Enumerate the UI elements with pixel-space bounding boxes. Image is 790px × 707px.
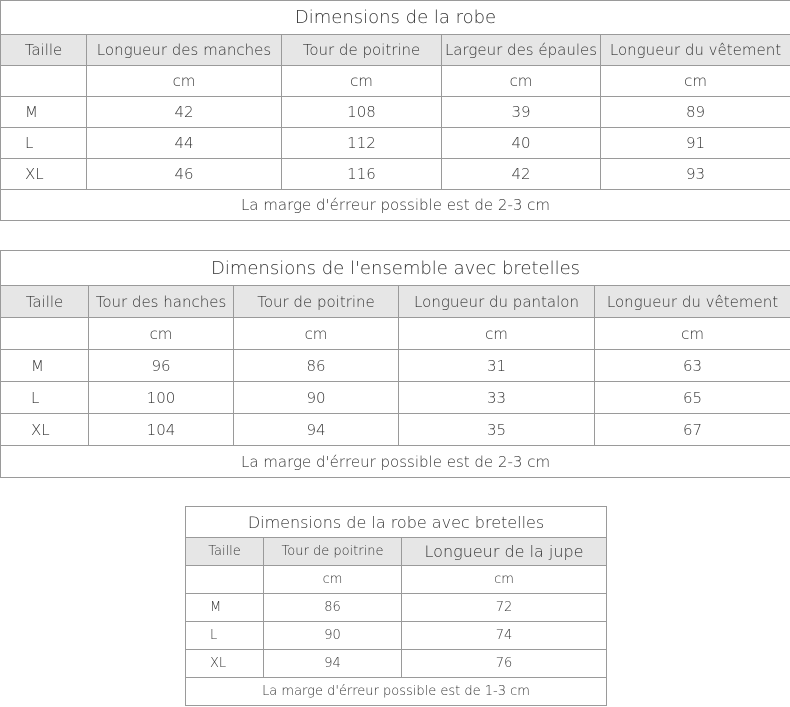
column-header: Longueur du pantalon bbox=[399, 286, 595, 318]
error-margin-note: La marge d'érreur possible est de 2-3 cm bbox=[1, 190, 790, 221]
unit-cell bbox=[1, 66, 87, 97]
size-cell: XL bbox=[186, 650, 264, 678]
table-row bbox=[1, 97, 790, 128]
unit-cell: cm bbox=[399, 318, 595, 350]
strap-set-size-table bbox=[0, 250, 790, 478]
value-cell: 91 bbox=[601, 128, 790, 159]
value-cell: 46 bbox=[87, 159, 282, 190]
value-cell: 100 bbox=[89, 382, 234, 414]
value-cell: 33 bbox=[399, 382, 595, 414]
value-cell: 116 bbox=[282, 159, 442, 190]
table-title: Dimensions de l'ensemble avec bretelles bbox=[1, 251, 790, 286]
strap-dress-size-table bbox=[185, 506, 607, 706]
table-row bbox=[186, 594, 607, 622]
error-margin-note: La marge d'érreur possible est de 2-3 cm bbox=[1, 446, 790, 478]
table-row bbox=[1, 128, 790, 159]
table-row bbox=[1, 382, 790, 414]
value-cell: 39 bbox=[442, 97, 601, 128]
table-title: Dimensions de la robe avec bretelles bbox=[186, 507, 607, 538]
column-header: Longueur du vêtement bbox=[601, 35, 790, 66]
table-row bbox=[186, 650, 607, 678]
value-cell: 90 bbox=[234, 382, 399, 414]
column-header: Longueur du vêtement bbox=[595, 286, 790, 318]
units-row bbox=[1, 318, 790, 350]
size-cell: L bbox=[186, 622, 264, 650]
value-cell: 42 bbox=[87, 97, 282, 128]
value-cell: 104 bbox=[89, 414, 234, 446]
value-cell: 72 bbox=[402, 594, 607, 622]
value-cell: 76 bbox=[402, 650, 607, 678]
size-cell: L bbox=[1, 128, 87, 159]
dress-size-table bbox=[0, 0, 790, 221]
value-cell: 112 bbox=[282, 128, 442, 159]
column-header: Taille bbox=[1, 35, 87, 66]
unit-cell: cm bbox=[87, 66, 282, 97]
unit-cell: cm bbox=[234, 318, 399, 350]
size-cell: M bbox=[1, 97, 87, 128]
value-cell: 40 bbox=[442, 128, 601, 159]
unit-cell bbox=[1, 318, 89, 350]
size-cell: L bbox=[1, 382, 89, 414]
value-cell: 42 bbox=[442, 159, 601, 190]
unit-cell: cm bbox=[282, 66, 442, 97]
table-row bbox=[1, 159, 790, 190]
unit-cell: cm bbox=[264, 566, 402, 594]
table-title: Dimensions de la robe bbox=[1, 1, 790, 35]
value-cell: 67 bbox=[595, 414, 790, 446]
size-cell: M bbox=[186, 594, 264, 622]
value-cell: 86 bbox=[234, 350, 399, 382]
value-cell: 94 bbox=[234, 414, 399, 446]
value-cell: 44 bbox=[87, 128, 282, 159]
value-cell: 96 bbox=[89, 350, 234, 382]
error-margin-note: La marge d'érreur possible est de 1-3 cm bbox=[186, 678, 607, 706]
value-cell: 90 bbox=[264, 622, 402, 650]
value-cell: 89 bbox=[601, 97, 790, 128]
column-header: Largeur des épaules bbox=[442, 35, 601, 66]
value-cell: 94 bbox=[264, 650, 402, 678]
units-row bbox=[1, 66, 790, 97]
table-row bbox=[1, 414, 790, 446]
column-header: Longueur de la jupe bbox=[402, 538, 607, 566]
unit-cell: cm bbox=[595, 318, 790, 350]
size-cell: M bbox=[1, 350, 89, 382]
column-header: Longueur des manches bbox=[87, 35, 282, 66]
unit-cell: cm bbox=[89, 318, 234, 350]
column-header: Taille bbox=[1, 286, 89, 318]
value-cell: 74 bbox=[402, 622, 607, 650]
value-cell: 93 bbox=[601, 159, 790, 190]
table-row bbox=[186, 622, 607, 650]
value-cell: 31 bbox=[399, 350, 595, 382]
value-cell: 108 bbox=[282, 97, 442, 128]
value-cell: 35 bbox=[399, 414, 595, 446]
units-row bbox=[186, 566, 607, 594]
value-cell: 65 bbox=[595, 382, 790, 414]
value-cell: 63 bbox=[595, 350, 790, 382]
column-header: Tour de poitrine bbox=[264, 538, 402, 566]
table-row bbox=[1, 350, 790, 382]
size-cell: XL bbox=[1, 414, 89, 446]
column-header: Taille bbox=[186, 538, 264, 566]
unit-cell: cm bbox=[442, 66, 601, 97]
column-header: Tour de poitrine bbox=[234, 286, 399, 318]
unit-cell bbox=[186, 566, 264, 594]
size-cell: XL bbox=[1, 159, 87, 190]
column-header: Tour de poitrine bbox=[282, 35, 442, 66]
column-header: Tour des hanches bbox=[89, 286, 234, 318]
unit-cell: cm bbox=[601, 66, 790, 97]
value-cell: 86 bbox=[264, 594, 402, 622]
unit-cell: cm bbox=[402, 566, 607, 594]
